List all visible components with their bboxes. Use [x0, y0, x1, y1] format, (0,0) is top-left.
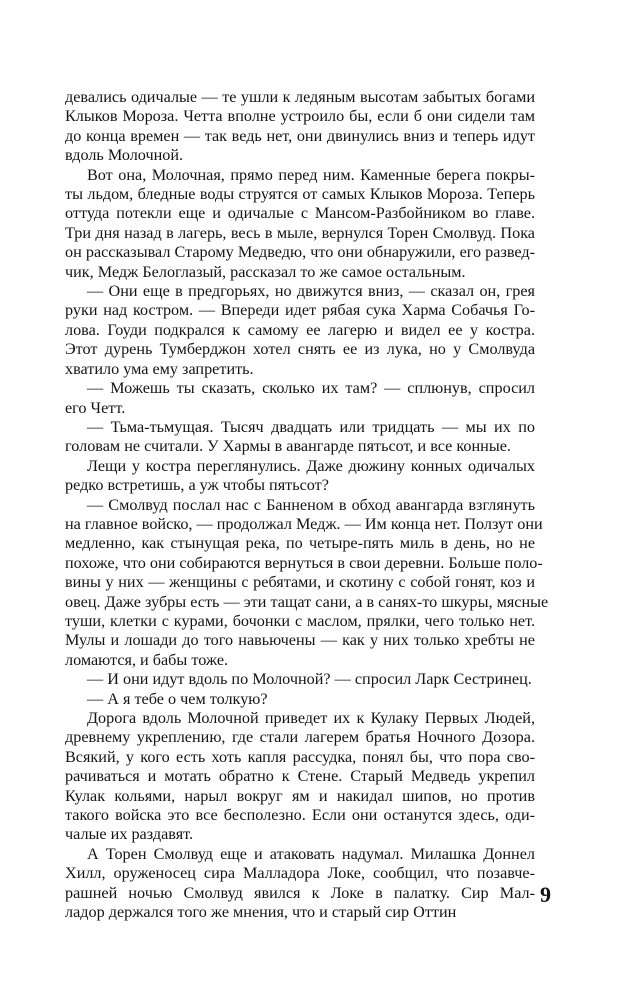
- text-line: — И они идут вдоль по Молочной? — спросил Ларк Сестринец.: [87, 670, 532, 689]
- text-line: — Они еще в предгорьях, но движутся вниз, — сказал он, грея: [87, 282, 535, 301]
- text-line: Кулак кольями, нарыл вокруг ям и накидал шипов, но против: [65, 786, 535, 805]
- text-line: медленно, как стынущая река, по четыре-пять миль в день, но не: [65, 534, 535, 553]
- text-paragraph: [65, 379, 535, 418]
- text-line: А Торен Смолвуд еще и атаковать надумал. Милашка Доннел: [87, 844, 535, 863]
- text-line: Хилл, оруженосец сира Малладора Локе, сообщил, что позавче-: [65, 864, 535, 883]
- text-line: девались одичалые — те ушли к ледяным высотам забытых богами: [65, 88, 535, 106]
- text-paragraph: [65, 457, 535, 496]
- text-paragraph: [65, 166, 535, 282]
- text-line: — Тьма-тьмущая. Тысяч двадцать или тридцать — мы их по: [87, 417, 535, 436]
- text-line: — А я тебе о чем толкую?: [87, 689, 268, 708]
- text-line: он рассказывал Старому Медведю, что они обнаружили, его развед-: [65, 243, 535, 262]
- text-line: туши, клетки с курами, бочонки с маслом, прялки, чего только нет.: [65, 611, 535, 630]
- text-line: до конца времен — так ведь нет, они двинулись вниз и теперь идут: [65, 126, 535, 145]
- text-line: оттуда потекли еще и одичалые с Мансом-Разбойником во главе.: [65, 204, 535, 223]
- text-line: Всякий, у кого есть хоть капля рассудка, понял бы, что пора сво-: [65, 747, 535, 766]
- text-line: Этот дурень Тумберджон хотел снять ее из лука, но у Смолвуда: [65, 340, 535, 359]
- text-line: Лещи у костра переглянулись. Даже дюжину конных одичалых: [87, 456, 535, 475]
- text-line: Дорога вдоль Молочной приведет их к Кулаку Первых Людей,: [87, 709, 535, 727]
- text-line: — Можешь ты сказать, сколько их там? — сплюнув, спросил: [87, 379, 535, 398]
- text-line: хватило ума ему запретить.: [65, 359, 254, 378]
- text-line: головам не считали. У Хармы в авангарде пятьсот, и все конные.: [65, 437, 511, 456]
- text-line: руки над костром. — Впереди идет рябая сука Харма Собачья Го-: [65, 301, 535, 320]
- text-paragraph: [65, 418, 535, 457]
- text-line: древнему укреплению, где стали лагерем братья Ночного Дозора.: [65, 728, 535, 747]
- page-number: 9: [540, 882, 551, 907]
- text-line: Три дня назад в лагерь, весь в мыле, вернулся Торен Смолвуд. Пока: [65, 223, 535, 242]
- text-line: — Смолвуд послал нас с Банненом в обход авангарда взглянуть: [87, 495, 535, 514]
- text-paragraph: [65, 690, 535, 709]
- text-line: чик, Медж Белоглазый, рассказал то же самое остальным.: [65, 262, 466, 281]
- text-line: Клыков Мороза. Четта вполне устроило бы, если б они сидели там: [65, 107, 535, 126]
- text-paragraph: [65, 670, 535, 689]
- text-paragraph: [65, 709, 535, 845]
- text-line: ломаются, и бабы тоже.: [65, 650, 229, 669]
- text-line: рачиваться и мотать обратно к Стене. Старый Медведь укрепил: [65, 767, 535, 786]
- text-paragraph: [65, 88, 535, 166]
- text-line: чалые их раздавят.: [65, 825, 194, 844]
- text-line: вдоль Молочной.: [65, 146, 184, 165]
- text-line: Вот она, Молочная, прямо перед ним. Каменные берега покры-: [87, 165, 535, 184]
- text-line: такого войска это все бесполезно. Если они останутся здесь, оди-: [65, 806, 535, 825]
- text-line: ты льдом, бледные воды струятся от самых Клыков Мороза. Теперь: [65, 185, 535, 204]
- text-line: вины у них — женщины с ребятами, и скотину с собой гонят, коз и: [65, 573, 535, 592]
- text-line: Мулы и лошади до того навьючены — как у них только хребты не: [65, 631, 535, 650]
- page-body: [65, 88, 549, 922]
- text-line: овец. Даже зубры есть — эти тащат сани, а в санях-то шкуры, мясные: [65, 592, 549, 611]
- text-line: похоже, что они собираются вернуться в свои деревни. Больше поло-: [65, 553, 543, 572]
- text-paragraph: [65, 282, 535, 379]
- text-line: на главное войско, — продолжал Медж. — Им конца нет. Ползут они: [65, 514, 543, 533]
- text-line: его Четт.: [65, 398, 126, 417]
- text-line: рашней ночью Смолвуд явился к Локе в палатку. Сир Мал-: [65, 883, 535, 902]
- text-paragraph: [65, 845, 535, 923]
- text-paragraph: [65, 495, 549, 671]
- text-line: редко встретишь, а уж чтобы пятьсот?: [65, 476, 329, 495]
- text-line: ладор держался того же мнения, что и старый сир Оттин: [65, 903, 457, 922]
- text-line: лова. Гоуди подкрался к самому ее лагерю и видел ее у костра.: [65, 320, 535, 339]
